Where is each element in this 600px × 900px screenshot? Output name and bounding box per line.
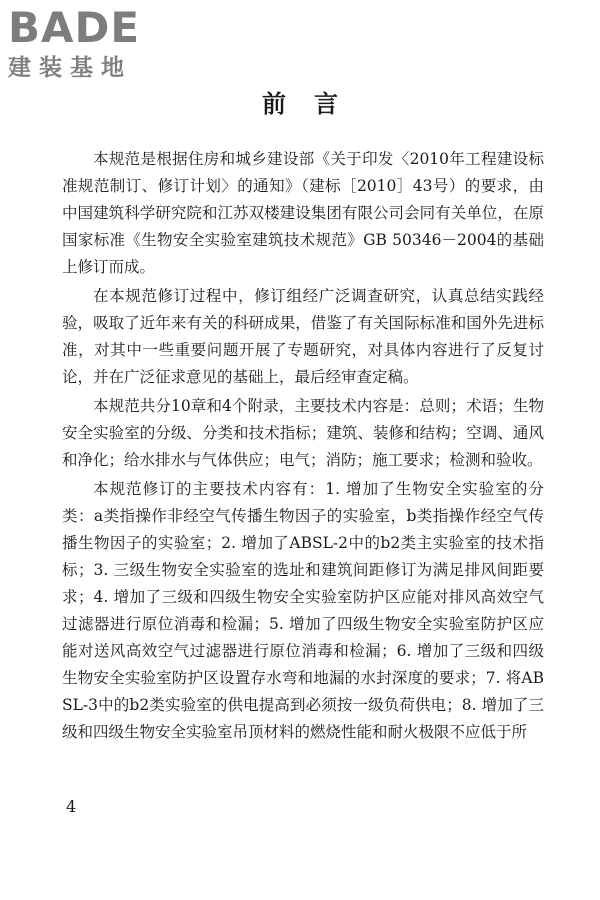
body-text: [62, 146, 544, 748]
paragraph-2: 在本规范修订过程中，修订组经广泛调查研究，认真总结实践经验，吸取了近年来有关的科研成果，借鉴了有关国际标准和国外先进标准，对其中一些重要问题开展了专题研究，对具体内容进行了反复讨论，并在广泛征求意见的基础上，最后经审查定稿。: [62, 287, 544, 386]
page-number: 4: [66, 797, 77, 816]
paragraph-4: 本规范修订的主要技术内容有：1. 增加了生物安全实验室的分类：a类指操作非经空气传播生物因子的实验室，b类指操作经空气传播生物因子的实验室；2. 增加了ABSL-2中的b2类主实验室的技术指标；3. 三级生物安全实验室的选址和建筑间距修订为满足排风间距要求；4. 增加了三级和四级生物安全实验室防护区应能对排风高效空气过滤器进行原位消毒和检漏；5. 增加了四级生物安全实验室防护区应能对送风高效空气过滤器进行原位消毒和检漏；6. 增加了三级和四级生物安全实验室防护区设置存水弯和地漏的水封深度的要求；7. 将ABSL-3中的b2类实验室的供电提高到必须按一级负荷供电；8. 增加了三级和四级生物安全实验室吊顶材料的燃烧性能和耐火极限不应低于所: [62, 480, 544, 741]
logo-wordmark: BADE: [8, 3, 141, 52]
bade-logo: [8, 3, 178, 82]
paragraph-1: 本规范是根据住房和城乡建设部《关于印发〈2010年工程建设标准规范制订、修订计划〉的通知》（建标［2010］43号）的要求，由中国建筑科学研究院和江苏双楼建设集团有限公司会同有关单位，在原国家标准《生物安全实验室建筑技术规范》GB 50346－2004的基础上修订而成。: [62, 150, 544, 276]
logo-subtitle: 建装基地: [8, 55, 132, 81]
paragraph-3: 本规范共分10章和4个附录，主要技术内容是：总则；术语；生物安全实验室的分级、分类和技术指标；建筑、装修和结构；空调、通风和净化；给水排水与气体供应；电气；消防；施工要求；检测和验收。: [62, 397, 544, 469]
page-title: 前言: [262, 90, 366, 118]
